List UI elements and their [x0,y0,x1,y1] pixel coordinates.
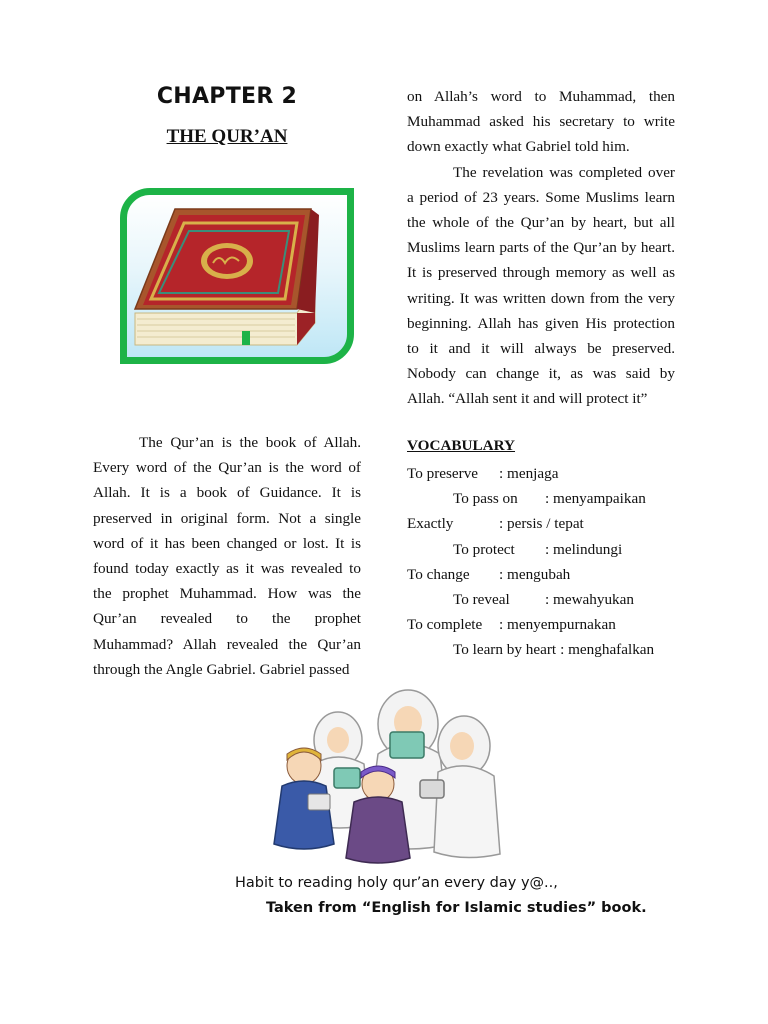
intro-paragraph: The Qur’an is the book of Allah. Every word of the Qur’an is the word of Allah. It is a book of Guidance. It is preserved in original form. Not a single word of it has been changed or lost. It is found today exactly as it was revealed to the prophet Muhammad. How was the Qur’an revealed to the prophet Muhammad? Allah revealed the Qur’an through the Angle Gabriel. Gabriel passed [93,434,361,678]
revelation-paragraph: The revelation was completed over a period of 23 years. Some Muslims learn the whole of the Qur’an by heart, but all Muslims learn parts of the Qur’an by heart. It is preserved through memory as well as writing. It was written down from the very beginning. Allah has given His protection to it and it will always be preserved. Nobody can change it, as was said by Allah. “Allah sent it and will protect it” [407,163,675,408]
vocabulary-meaning: : menyempurnakan [499,616,616,634]
vocabulary-term: Exactly [407,515,454,533]
vocabulary-meaning: : menyampaikan [545,490,646,508]
vocabulary-term: To complete [407,616,483,634]
quran-book-icon [127,195,347,357]
children-reading-icon [268,684,502,870]
children-reading-illustration [268,684,502,870]
vocabulary-item [407,587,687,612]
chapter-title: CHAPTER 2 [156,84,298,109]
vocabulary-term: To learn by heart [453,641,557,659]
footer-source-line: Taken from “English for Islamic studies” book. [266,900,647,916]
vocabulary-heading: VOCABULARY [407,437,516,454]
vocabulary-term: To reveal [453,590,510,608]
footer-habit-line: Habit to reading holy qur’an every day y@.., [235,875,558,891]
vocabulary-item [407,562,687,587]
vocabulary-meaning: : persis / tepat [499,515,584,533]
vocabulary-meaning: : menjaga [499,465,559,482]
vocabulary-item [407,537,687,562]
vocabulary-term: To protect [453,540,515,558]
vocabulary-item [407,461,687,486]
vocabulary-item [407,612,687,637]
vocabulary-term: To pass on [453,490,518,508]
vocabulary-item [407,511,687,536]
right-column [407,84,675,412]
quran-book-illustration [120,188,354,364]
continuation-paragraph: on Allah’s word to Muhammad, then Muhammad asked his secretary to write down exactly what Gabriel told him. [407,88,675,156]
vocabulary-item [407,637,687,662]
vocabulary-meaning: : melindungi [545,540,623,558]
chapter-subtitle: THE QUR’AN [166,126,288,147]
vocabulary-meaning: : menghafalkan [560,641,655,659]
vocabulary-meaning: : mewahyukan [545,590,634,608]
left-column [93,430,361,682]
vocabulary-term: To change [407,565,470,583]
vocabulary-term: To preserve [407,465,479,482]
vocabulary-meaning: : mengubah [499,565,571,583]
vocabulary-item [407,486,687,511]
vocabulary-list [407,461,687,663]
